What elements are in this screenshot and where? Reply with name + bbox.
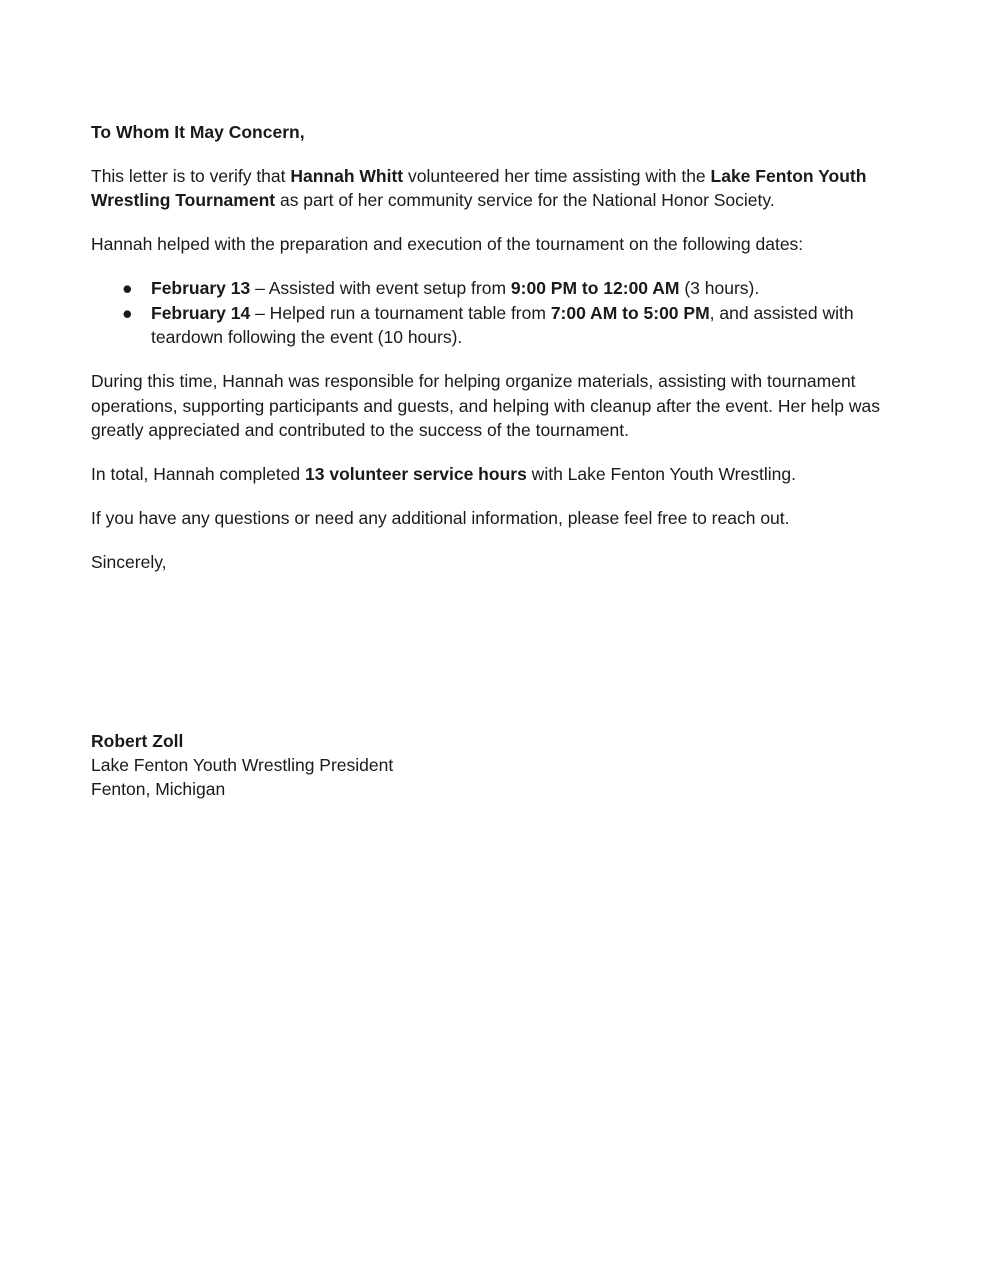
signer-title: Lake Fenton Youth Wrestling President xyxy=(91,755,394,775)
time-range: 9:00 PM to 12:00 AM xyxy=(510,278,680,298)
event-name: Lake Fenton Youth Wrestling Tournament xyxy=(91,165,867,210)
date: February 13 xyxy=(151,278,251,298)
list-item xyxy=(91,301,881,350)
letter-body xyxy=(91,120,881,575)
item-text: – Helped run a tournament table from xyxy=(250,302,551,323)
greeting-text: To Whom It May Concern, xyxy=(91,122,305,142)
bullet-icon: ● xyxy=(122,302,133,323)
signer-location: Fenton, Michigan xyxy=(91,779,226,799)
closing: Sincerely, xyxy=(91,552,167,572)
item-text: (3 hours). xyxy=(679,278,760,298)
list-item xyxy=(91,276,881,301)
intro-paragraph xyxy=(91,164,881,213)
date: February 14 xyxy=(151,302,251,323)
intro-text: as part of her community service for the National Honor Society. xyxy=(275,190,775,210)
volunteer-name: Hannah Whitt xyxy=(290,165,404,186)
total-paragraph xyxy=(91,462,881,487)
duties-paragraph: During this time, Hannah was responsible for helping organize materials, assisting with tournament operations, supporting participants and guests, and helping with cleanup after the event. Her help was greatly appreciated and contributed to the success of the tournament. xyxy=(91,371,880,440)
dates-intro: Hannah helped with the preparation and execution of the tournament on the following dates: xyxy=(91,234,804,254)
bullet-icon: ● xyxy=(122,278,133,298)
signature-block xyxy=(91,729,393,801)
questions-paragraph: If you have any questions or need any additional information, please feel free to reach out. xyxy=(91,508,790,528)
intro-text: This letter is to verify that xyxy=(91,165,291,186)
intro-text: volunteered her time assisting with the xyxy=(403,165,711,186)
item-text: , and assisted with teardown following the event (10 hours). xyxy=(151,302,854,347)
total-text: with Lake Fenton Youth Wrestling. xyxy=(526,464,796,484)
total-hours: 13 volunteer service hours xyxy=(305,464,527,484)
total-text: In total, Hannah completed xyxy=(91,464,306,484)
signer-name-text: Robert Zoll xyxy=(91,731,184,751)
dates-list xyxy=(91,276,881,350)
signer-name xyxy=(91,729,393,753)
time-range: 7:00 AM to 5:00 PM xyxy=(550,302,710,323)
item-text: – Assisted with event setup from xyxy=(250,278,511,298)
greeting xyxy=(91,120,881,145)
